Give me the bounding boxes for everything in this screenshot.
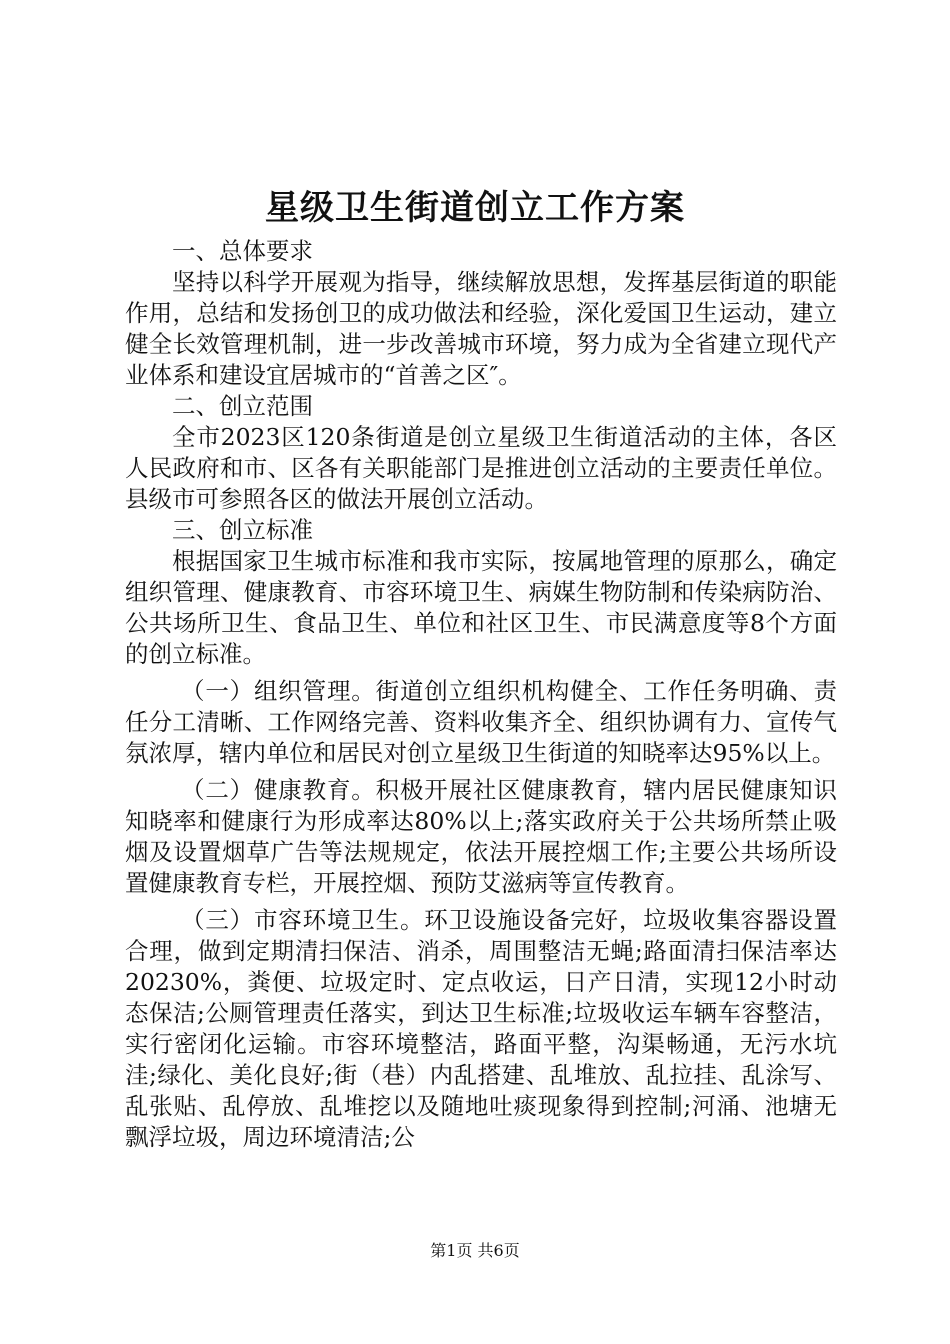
paragraph-organization-management: （一）组织管理。街道创立组织机构健全、工作任务明确、责任分工清晰、工作网络完善、资料收集齐全、组织协调有力、宣传气氛浓厚，辖内单位和居民对创立星级卫生街道的知晓率达95%以上。 xyxy=(125,677,837,767)
section-heading-standards: 三、创立标准 xyxy=(172,516,313,544)
paragraph-city-environment: （三）市容环境卫生。环卫设施设备完好，垃圾收集容器设置合理，做到定期清扫保洁、消杀，周围整洁无蝇;路面清扫保洁率达20230%，粪便、垃圾定时、定点收运，日产日清，实现12小时动态保洁;公厕管理责任落实，到达卫生标准;垃圾收运车辆车容整洁，实行密闭化运输。市容环境整洁，路面平整，沟渠畅通，无污水坑洼;绿化、美化良好;街（巷）内乱搭建、乱堆放、乱拉挂、乱涂写、乱张贴、乱停放、乱堆挖以及随地吐痰现象得到控制;河涌、池塘无飘浮垃圾，周边环境清洁;公 xyxy=(125,906,837,1151)
section-heading-scope: 二、创立范围 xyxy=(172,392,313,420)
document-body xyxy=(125,236,837,1153)
paragraph-standards: 根据国家卫生城市标准和我市实际，按属地管理的原那么，确定组织管理、健康教育、市容环境卫生、病媒生物防制和传染病防治、公共场所卫生、食品卫生、单位和社区卫生、市民满意度等8个方面的创立标准。 xyxy=(125,547,837,668)
paragraph-scope: 全市2023区120条街道是创立星级卫生街道活动的主体，各区人民政府和市、区各有关职能部门是推进创立活动的主要责任单位。县级市可参照各区的做法开展创立活动。 xyxy=(125,423,837,513)
paragraph-general-requirements: 坚持以科学开展观为指导，继续解放思想，发挥基层街道的职能作用，总结和发扬创卫的成功做法和经验，深化爱国卫生运动，建立健全长效管理机制，进一步改善城市环境，努力成为全省建立现代产业体系和建设宜居城市的“首善之区″。 xyxy=(125,268,837,389)
page-footer: 第1页 共6页 xyxy=(430,1241,520,1260)
section-heading-general-requirements: 一、总体要求 xyxy=(172,237,313,265)
document-title: 星级卫生街道创立工作方案 xyxy=(265,188,685,228)
paragraph-health-education: （二）健康教育。积极开展社区健康教育，辖内居民健康知识知晓率和健康行为形成率达80%以上;落实政府关于公共场所禁止吸烟及设置烟草广告等法规规定，依法开展控烟工作;主要公共场所设置健康教育专栏，开展控烟、预防艾滋病等宣传教育。 xyxy=(125,776,837,897)
